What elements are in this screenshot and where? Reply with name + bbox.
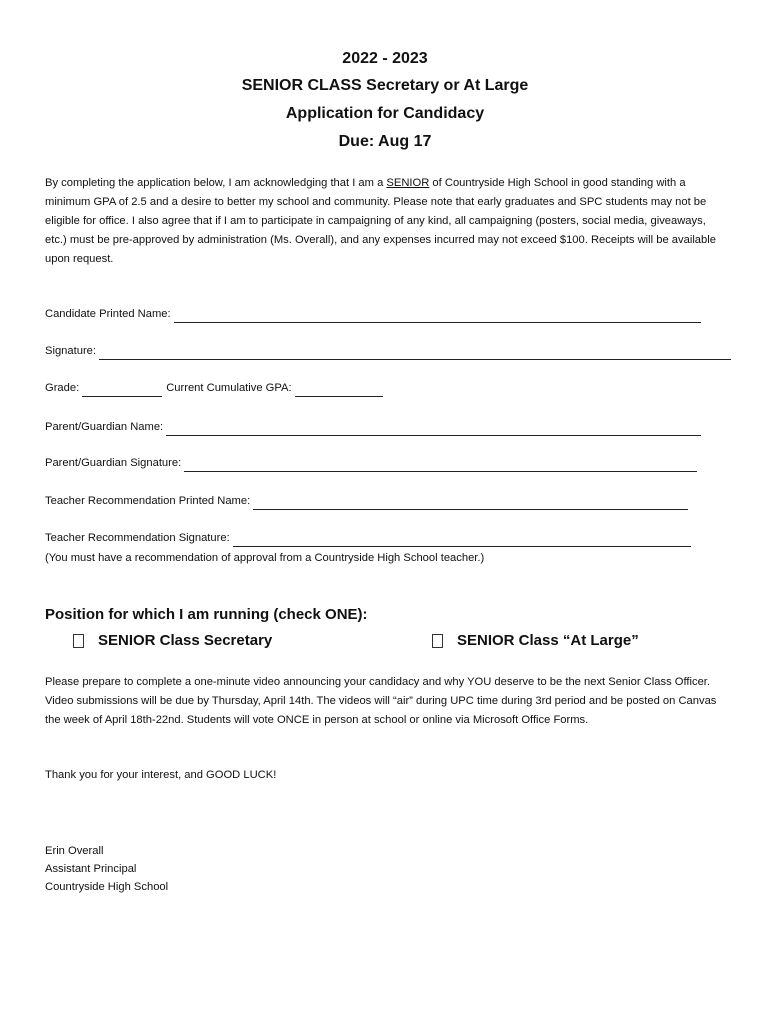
intro-emphasis: SENIOR (386, 177, 430, 189)
at-large-label: SENIOR Class “At Large” (457, 632, 639, 649)
school-year: 2022 - 2023 (342, 50, 428, 67)
candidate-name-label: Candidate Printed Name: (45, 308, 171, 320)
signature-row (45, 342, 735, 360)
due-date: Due: Aug 17 (338, 133, 432, 150)
parent-name-row (45, 418, 705, 436)
parent-signature-label: Parent/Guardian Signature: (45, 457, 182, 469)
position-heading: Position for which I am running (check ONE): (45, 606, 368, 623)
intro-text-start: By completing the application below, I am acknowledging that I am a (45, 177, 387, 189)
candidate-name-line[interactable] (174, 310, 701, 323)
signoff-role: Assistant Principal (45, 863, 137, 875)
teacher-note: (You must have a recommendation of approval from a Countryside High School teacher.) (45, 552, 485, 564)
form-subtitle: Application for Candidacy (285, 105, 485, 122)
secretary-label: SENIOR Class Secretary (98, 632, 273, 649)
grade-gpa-row (45, 379, 387, 397)
parent-signature-row (45, 454, 701, 472)
signature-label: Signature: (45, 345, 96, 357)
gpa-line[interactable] (295, 384, 383, 397)
secretary-checkbox[interactable] (73, 634, 84, 648)
teacher-name-row (45, 492, 692, 510)
signoff-school: Countryside High School (45, 881, 169, 893)
signoff-name: Erin Overall (45, 845, 104, 857)
teacher-name-label: Teacher Recommendation Printed Name: (45, 495, 251, 507)
teacher-name-line[interactable] (253, 497, 688, 510)
intro-paragraph (45, 174, 725, 269)
thank-you-note: Thank you for your interest, and GOOD LUCK! (45, 769, 277, 781)
video-note: Please prepare to complete a one-minute video announcing your candidacy and why YOU deserve to be the next Senior Class Officer. Video submissions will be due by Thursday, April 14th. The videos will “air” during UPC time during 3rd period and be posted on Canvas the week of April 18th-22nd. Students will vote ONCE in person at school or online via Microsoft Office Forms. (45, 676, 717, 726)
teacher-signature-line[interactable] (233, 534, 691, 547)
teacher-signature-row (45, 529, 695, 547)
intro-text-end: of Countryside High School in good standing with a minimum GPA of 2.5 and a desire to better my school and community. Please note that early graduates and SPC students may not be eligible for office. I also agree that if I am to participate in campaigning of any kind, all campaigning (posters, social media, giveaways, etc.) must be pre-approved by administration (Ms. Overall), and any expenses incurred may not exceed $100. Receipts will be available upon request. (45, 177, 716, 265)
parent-name-label: Parent/Guardian Name: (45, 421, 164, 433)
grade-line[interactable] (82, 384, 162, 397)
candidate-name-row (45, 305, 705, 323)
option-at-large[interactable] (432, 632, 639, 649)
parent-signature-line[interactable] (184, 459, 697, 472)
grade-label: Grade: (45, 382, 80, 394)
signature-line[interactable] (99, 347, 731, 360)
gpa-label: Current Cumulative GPA: (166, 382, 292, 394)
at-large-checkbox[interactable] (432, 634, 443, 648)
form-title: SENIOR CLASS Secretary or At Large (241, 77, 529, 94)
parent-name-line[interactable] (166, 423, 701, 436)
teacher-signature-label: Teacher Recommendation Signature: (45, 532, 230, 544)
option-secretary[interactable] (73, 632, 272, 649)
